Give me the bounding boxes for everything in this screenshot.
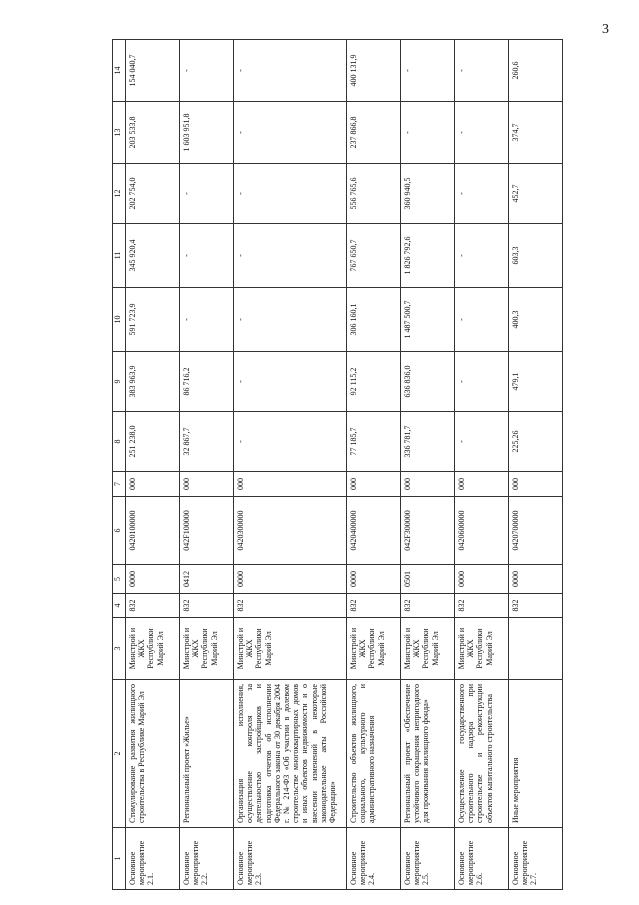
amount-cell: 77 185,7 — [347, 412, 401, 472]
rz-pr-code: 0000 — [234, 565, 347, 594]
vr-code: 000 — [455, 472, 509, 497]
amount-cell: 260,6 — [509, 40, 563, 102]
amount-cell: 479,1 — [509, 352, 563, 412]
table-row — [126, 40, 180, 890]
csr-code: 0420600000 — [455, 497, 509, 565]
csr-code: 0420400000 — [347, 497, 401, 565]
amount-cell: - — [455, 164, 509, 224]
table-row — [347, 40, 401, 890]
header-cell: 12 — [113, 164, 126, 224]
amount-cell: 1 603 951,8 — [180, 102, 234, 164]
amount-cell: 400 131,9 — [347, 40, 401, 102]
executor — [509, 618, 563, 680]
amount-cell: - — [401, 40, 455, 102]
rz-pr-code: 0501 — [401, 565, 455, 594]
header-cell: 5 — [113, 565, 126, 594]
amount-cell: 32 867,7 — [180, 412, 234, 472]
header-cell: 11 — [113, 224, 126, 288]
amount-cell: - — [234, 40, 347, 102]
executor: Минстрой и ЖКХ Республики Марий Эл — [234, 618, 347, 680]
header-cell: 7 — [113, 472, 126, 497]
header-cell: 13 — [113, 102, 126, 164]
amount-cell: 345 920,4 — [126, 224, 180, 288]
grbs-code: 832 — [234, 594, 347, 618]
rz-pr-code: 0000 — [509, 565, 563, 594]
amount-cell: 225,26 — [509, 412, 563, 472]
amount-cell: 251 238,0 — [126, 412, 180, 472]
amount-cell: - — [180, 224, 234, 288]
amount-cell: 336 781,7 — [401, 412, 455, 472]
header-cell: 6 — [113, 497, 126, 565]
executor: Минстрой и ЖКХ Республики Марий Эл — [401, 618, 455, 680]
amount-cell: - — [234, 288, 347, 352]
activity-name: Региональный проект «Обеспечение устойчивого сокращения непригодного для проживания жилищного фонда» — [401, 680, 455, 828]
activity-name: Иные мероприятия — [509, 680, 563, 828]
csr-code: 0420300000 — [234, 497, 347, 565]
amount-cell: - — [455, 288, 509, 352]
grbs-code: 832 — [455, 594, 509, 618]
amount-cell: - — [455, 224, 509, 288]
amount-cell: - — [234, 164, 347, 224]
amount-cell: - — [401, 102, 455, 164]
activity-number: Основное мероприятие 2.5. — [401, 828, 455, 890]
header-cell: 1 — [113, 828, 126, 890]
grbs-code: 832 — [126, 594, 180, 618]
table-row — [180, 40, 234, 890]
amount-cell: 203 533,8 — [126, 102, 180, 164]
vr-code: 000 — [347, 472, 401, 497]
vr-code: 000 — [126, 472, 180, 497]
page-number: 3 — [602, 22, 609, 37]
vr-code: 000 — [401, 472, 455, 497]
amount-cell: 92 115,2 — [347, 352, 401, 412]
table-row — [509, 40, 563, 890]
amount-cell: - — [234, 352, 347, 412]
amount-cell: - — [455, 412, 509, 472]
csr-code: 0420700000 — [509, 497, 563, 565]
vr-code: 000 — [234, 472, 347, 497]
csr-code: 042F300000 — [401, 497, 455, 565]
activity-name: Стимулирование развития жилищного строительства в Республике Марий Эл — [126, 680, 180, 828]
header-cell: 14 — [113, 40, 126, 102]
header-row — [113, 40, 126, 890]
amount-cell: - — [180, 164, 234, 224]
grbs-code: 832 — [347, 594, 401, 618]
header-cell: 10 — [113, 288, 126, 352]
amount-cell: 636 836,0 — [401, 352, 455, 412]
csr-code: 042F100000 — [180, 497, 234, 565]
amount-cell: 1 826 792,6 — [401, 224, 455, 288]
activity-number: Основное мероприятие 2.4. — [347, 828, 401, 890]
rz-pr-code: 0412 — [180, 565, 234, 594]
rz-pr-code: 0000 — [126, 565, 180, 594]
amount-cell: 400,3 — [509, 288, 563, 352]
amount-cell: 767 650,7 — [347, 224, 401, 288]
grbs-code: 832 — [401, 594, 455, 618]
table-row — [401, 40, 455, 890]
amount-cell: - — [180, 288, 234, 352]
amount-cell: 154 040,7 — [126, 40, 180, 102]
activity-name: Осуществление государственного строительного надзора при строительстве и реконструкции объектов капитального строительства — [455, 680, 509, 828]
amount-cell: - — [455, 40, 509, 102]
amount-cell: - — [455, 352, 509, 412]
amount-cell: 86 716,2 — [180, 352, 234, 412]
amount-cell: 374,7 — [509, 102, 563, 164]
activity-number: Основное мероприятие 2.1. — [126, 828, 180, 890]
rotated-table-container — [112, 40, 622, 890]
amount-cell: 1 487 500,7 — [401, 288, 455, 352]
activity-number: Основное мероприятие 2.3. — [234, 828, 347, 890]
amount-cell: 202 754,0 — [126, 164, 180, 224]
header-cell: 9 — [113, 352, 126, 412]
csr-code: 0420100000 — [126, 497, 180, 565]
table-row — [234, 40, 347, 890]
activity-name: Организация исполнения, осуществление контроля за деятельностью застройщиков и подготовка отчетов об исполнении Федерального закона от 30 декабря 2004 г. № 214-ФЗ «Об участии в долевом строительстве многоквартирных домов и иных объектов недвижимости и о внесении изменений в некоторые законодательные акты Российской Федерации» — [234, 680, 347, 828]
executor: Минстрой и ЖКХ Республики Марий Эл — [455, 618, 509, 680]
amount-cell: 383 963,9 — [126, 352, 180, 412]
amount-cell: - — [455, 102, 509, 164]
activity-number: Основное мероприятие 2.2. — [180, 828, 234, 890]
amount-cell: 306 160,1 — [347, 288, 401, 352]
header-cell: 2 — [113, 680, 126, 828]
amount-cell: 603,3 — [509, 224, 563, 288]
header-cell: 4 — [113, 594, 126, 618]
amount-cell: 452,7 — [509, 164, 563, 224]
grbs-code: 832 — [180, 594, 234, 618]
amount-cell: - — [234, 412, 347, 472]
grbs-code: 832 — [509, 594, 563, 618]
vr-code: 000 — [180, 472, 234, 497]
amount-cell: 556 765,6 — [347, 164, 401, 224]
header-cell: 3 — [113, 618, 126, 680]
rz-pr-code: 0000 — [455, 565, 509, 594]
executor: Минстрой и ЖКХ Республики Марий Эл — [347, 618, 401, 680]
vr-code: 000 — [509, 472, 563, 497]
activity-number: Основное мероприятие 2.6. — [455, 828, 509, 890]
header-cell: 8 — [113, 412, 126, 472]
amount-cell: 237 866,8 — [347, 102, 401, 164]
amount-cell: - — [234, 224, 347, 288]
amount-cell: - — [180, 40, 234, 102]
executor: Минстрой и ЖКХ Республики Марий Эл — [180, 618, 234, 680]
amount-cell: 360 940,5 — [401, 164, 455, 224]
table-row — [455, 40, 509, 890]
amount-cell: - — [234, 102, 347, 164]
activity-number: Основное мероприятие 2.7. — [509, 828, 563, 890]
activity-name: Строительство объектов жилищного, социального, культурного и административного назначения — [347, 680, 401, 828]
budget-table — [112, 39, 563, 890]
activity-name: Региональный проект «Жилье» — [180, 680, 234, 828]
amount-cell: 591 723,9 — [126, 288, 180, 352]
rz-pr-code: 0000 — [347, 565, 401, 594]
executor: Минстрой и ЖКХ Республики Марий Эл — [126, 618, 180, 680]
